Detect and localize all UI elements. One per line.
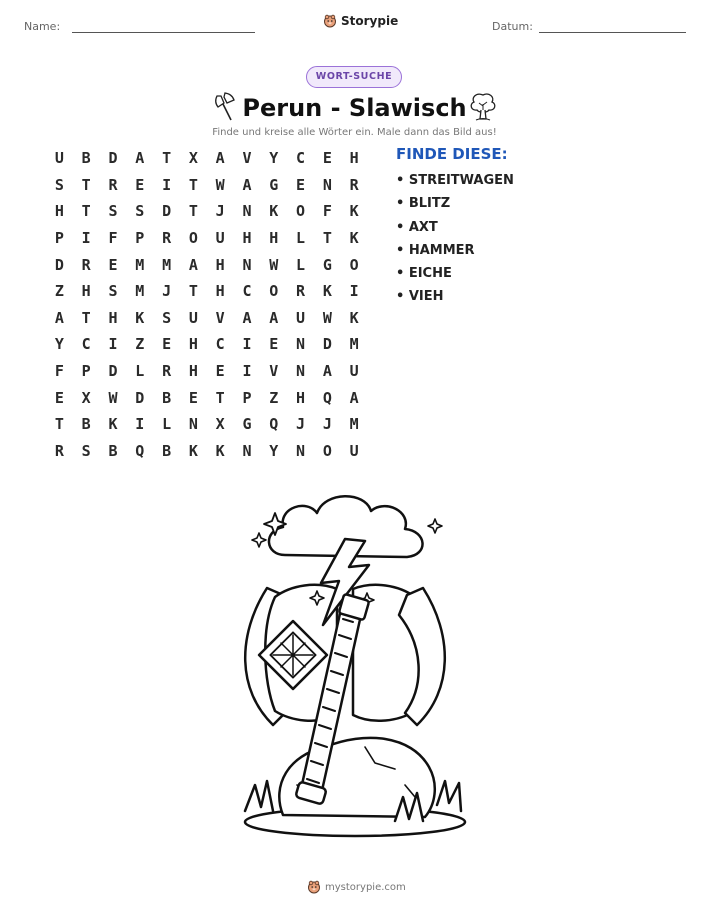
grid-letter[interactable]: P <box>81 362 91 381</box>
word-list-item: • BLITZ <box>396 196 451 212</box>
grid-letter[interactable]: T <box>188 175 198 194</box>
grid-letter[interactable]: V <box>269 362 279 381</box>
grid-letter[interactable]: A <box>215 149 225 168</box>
instructions: Finde und kreise alle Wörter ein. Male dann das Bild aus! <box>212 127 497 138</box>
grid-row <box>46 438 368 465</box>
grid-row <box>46 305 368 332</box>
grid-letter[interactable]: H <box>215 255 225 274</box>
grid-letter[interactable]: O <box>269 282 279 301</box>
grid-letter[interactable]: T <box>162 149 172 168</box>
word-search-badge: WORT-SUCHE <box>306 66 402 88</box>
grid-letter[interactable]: H <box>215 282 225 301</box>
grid-letter[interactable]: L <box>162 415 172 434</box>
grid-letter[interactable]: E <box>135 175 145 194</box>
grid-letter[interactable]: H <box>269 229 279 248</box>
grid-row <box>46 172 368 199</box>
grid-letter[interactable]: G <box>269 175 279 194</box>
grid-letter[interactable]: E <box>322 149 332 168</box>
grid-letter[interactable]: U <box>349 441 359 460</box>
grid-letter[interactable]: M <box>349 335 359 354</box>
grid-letter[interactable]: N <box>188 415 198 434</box>
grid-letter[interactable]: Q <box>269 415 279 434</box>
grid-letter[interactable]: X <box>188 149 198 168</box>
grid-letter[interactable]: A <box>188 255 198 274</box>
grid-letter[interactable]: M <box>162 255 172 274</box>
grid-letter[interactable]: T <box>322 229 332 248</box>
grid-letter[interactable]: Q <box>135 441 145 460</box>
grid-letter[interactable]: I <box>135 415 145 434</box>
grid-letter[interactable]: L <box>135 362 145 381</box>
grid-letter[interactable]: Q <box>322 388 332 407</box>
grid-letter[interactable]: K <box>322 282 332 301</box>
grid-letter[interactable]: I <box>242 362 252 381</box>
grid-letter[interactable]: N <box>296 441 306 460</box>
footer-url[interactable]: mystorypie.com <box>325 881 406 893</box>
grid-letter[interactable]: L <box>296 255 306 274</box>
grid-row <box>46 331 368 358</box>
grid-letter[interactable]: K <box>349 229 359 248</box>
grid-letter[interactable]: W <box>108 388 118 407</box>
grid-letter[interactable]: T <box>188 202 198 221</box>
grid-letter[interactable]: R <box>108 175 118 194</box>
grid-letter[interactable]: C <box>81 335 91 354</box>
grid-letter[interactable]: O <box>349 255 359 274</box>
grid-letter[interactable]: T <box>81 175 91 194</box>
grid-letter[interactable]: F <box>108 229 118 248</box>
grid-letter[interactable]: T <box>81 308 91 327</box>
grid-letter[interactable]: N <box>242 255 252 274</box>
grid-letter[interactable]: E <box>108 255 118 274</box>
grid-letter[interactable]: X <box>215 415 225 434</box>
grid-letter[interactable]: A <box>135 149 145 168</box>
grid-letter[interactable]: Z <box>269 388 279 407</box>
grid-letter[interactable]: U <box>188 308 198 327</box>
grid-letter[interactable]: W <box>215 175 225 194</box>
grid-row <box>46 198 368 225</box>
grid-letter[interactable]: F <box>322 202 332 221</box>
grid-letter[interactable]: W <box>269 255 279 274</box>
grid-letter[interactable]: N <box>296 335 306 354</box>
grid-letter[interactable]: F <box>54 362 64 381</box>
grid-letter[interactable]: D <box>54 255 64 274</box>
grid-letter[interactable]: L <box>296 229 306 248</box>
grid-letter[interactable]: H <box>242 229 252 248</box>
grid-letter[interactable]: G <box>322 255 332 274</box>
oak-tree-icon <box>468 90 498 122</box>
grid-letter[interactable]: S <box>108 282 118 301</box>
grid-letter[interactable]: C <box>296 149 306 168</box>
grid-row <box>46 145 368 172</box>
grid-letter[interactable]: E <box>296 175 306 194</box>
grid-letter[interactable]: B <box>81 149 91 168</box>
grid-letter[interactable]: B <box>162 388 172 407</box>
word-list-item: • EICHE <box>396 266 452 282</box>
grid-letter[interactable]: E <box>269 335 279 354</box>
grid-letter[interactable]: T <box>215 388 225 407</box>
grid-row <box>46 278 368 305</box>
grid-letter[interactable]: I <box>81 229 91 248</box>
brand-name: Storypie <box>341 14 399 28</box>
grid-letter[interactable]: K <box>108 415 118 434</box>
grid-letter[interactable]: N <box>322 175 332 194</box>
grid-letter[interactable]: S <box>135 202 145 221</box>
grid-row <box>46 358 368 385</box>
grid-letter[interactable]: M <box>135 255 145 274</box>
grid-letter[interactable]: K <box>215 441 225 460</box>
grid-letter[interactable]: R <box>296 282 306 301</box>
grid-letter[interactable]: H <box>188 335 198 354</box>
grid-letter[interactable]: I <box>162 175 172 194</box>
brand-logo <box>323 14 398 28</box>
grid-letter[interactable]: H <box>296 388 306 407</box>
grid-letter[interactable]: J <box>162 282 172 301</box>
grid-letter[interactable]: I <box>242 335 252 354</box>
date-label: Datum: <box>492 20 533 33</box>
thunder-axe-coloring-picture[interactable] <box>225 485 485 845</box>
grid-letter[interactable]: M <box>349 415 359 434</box>
grid-letter[interactable]: T <box>81 202 91 221</box>
name-line[interactable] <box>72 32 255 33</box>
grid-letter[interactable]: D <box>108 362 118 381</box>
grid-row <box>46 411 368 438</box>
grid-letter[interactable]: H <box>349 149 359 168</box>
word-list-item: • HAMMER <box>396 242 475 258</box>
find-list-title: FINDE DIESE: <box>396 145 508 163</box>
grid-letter[interactable]: E <box>54 388 64 407</box>
grid-letter[interactable]: B <box>108 441 118 460</box>
grid-letter[interactable]: O <box>296 202 306 221</box>
grid-letter[interactable]: N <box>242 441 252 460</box>
grid-letter[interactable]: V <box>242 149 252 168</box>
grid-letter[interactable]: P <box>135 229 145 248</box>
grid-letter[interactable]: P <box>54 229 64 248</box>
word-search-grid[interactable] <box>46 145 368 464</box>
grid-letter[interactable]: C <box>242 282 252 301</box>
grid-letter[interactable]: W <box>322 308 332 327</box>
grid-letter[interactable]: J <box>296 415 306 434</box>
grid-letter[interactable]: R <box>162 362 172 381</box>
grid-letter[interactable]: R <box>81 255 91 274</box>
grid-letter[interactable]: A <box>54 308 64 327</box>
storypie-mascot-icon <box>323 14 337 28</box>
grid-letter[interactable]: A <box>322 362 332 381</box>
grid-letter[interactable]: U <box>215 229 225 248</box>
grid-letter[interactable]: Z <box>54 282 64 301</box>
word-list-item: • AXT <box>396 219 438 235</box>
word-list <box>396 171 514 311</box>
grid-letter[interactable]: V <box>215 308 225 327</box>
grid-letter[interactable]: D <box>108 149 118 168</box>
grid-letter[interactable]: R <box>349 175 359 194</box>
word-list-item: • VIEH <box>396 289 444 305</box>
grid-row <box>46 384 368 411</box>
grid-letter[interactable]: O <box>322 441 332 460</box>
grid-letter[interactable]: S <box>54 175 64 194</box>
grid-letter[interactable]: Y <box>269 441 279 460</box>
grid-letter[interactable]: I <box>349 282 359 301</box>
grid-letter[interactable]: H <box>81 282 91 301</box>
grid-letter[interactable]: C <box>215 335 225 354</box>
grid-row <box>46 251 368 278</box>
grid-letter[interactable]: N <box>296 362 306 381</box>
grid-letter[interactable]: T <box>54 415 64 434</box>
grid-letter[interactable]: J <box>215 202 225 221</box>
page-title: Perun - Slawisch <box>242 94 467 122</box>
grid-letter[interactable]: H <box>54 202 64 221</box>
grid-letter[interactable]: B <box>162 441 172 460</box>
word-list-item: • STREITWAGEN <box>396 173 514 188</box>
grid-letter[interactable]: S <box>162 308 172 327</box>
grid-letter[interactable]: B <box>81 415 91 434</box>
grid-letter[interactable]: U <box>54 149 64 168</box>
grid-letter[interactable]: E <box>215 362 225 381</box>
grid-letter[interactable]: M <box>135 282 145 301</box>
grid-letter[interactable]: D <box>322 335 332 354</box>
grid-letter[interactable]: U <box>296 308 306 327</box>
grid-letter[interactable]: D <box>162 202 172 221</box>
grid-letter[interactable]: O <box>188 229 198 248</box>
grid-letter[interactable]: R <box>54 441 64 460</box>
grid-letter[interactable]: A <box>242 175 252 194</box>
grid-letter[interactable]: A <box>242 308 252 327</box>
grid-letter[interactable]: K <box>135 308 145 327</box>
grid-letter[interactable]: P <box>242 388 252 407</box>
grid-letter[interactable]: S <box>108 202 118 221</box>
grid-letter[interactable]: N <box>242 202 252 221</box>
grid-letter[interactable]: K <box>188 441 198 460</box>
grid-letter[interactable]: Y <box>54 335 64 354</box>
grid-letter[interactable]: H <box>108 308 118 327</box>
grid-letter[interactable]: Z <box>135 335 145 354</box>
grid-letter[interactable]: H <box>188 362 198 381</box>
grid-letter[interactable]: K <box>349 308 359 327</box>
grid-letter[interactable]: K <box>349 202 359 221</box>
footer <box>307 880 406 894</box>
name-label: Name: <box>24 20 61 33</box>
grid-letter[interactable]: D <box>135 388 145 407</box>
grid-letter[interactable]: I <box>108 335 118 354</box>
grid-letter[interactable]: K <box>269 202 279 221</box>
grid-letter[interactable]: S <box>81 441 91 460</box>
grid-letter[interactable]: Y <box>269 149 279 168</box>
grid-row <box>46 225 368 252</box>
grid-letter[interactable]: T <box>188 282 198 301</box>
grid-letter[interactable]: X <box>81 388 91 407</box>
storypie-mascot-icon <box>307 880 321 894</box>
grid-letter[interactable]: G <box>242 415 252 434</box>
grid-letter[interactable]: U <box>349 362 359 381</box>
grid-letter[interactable]: R <box>162 229 172 248</box>
grid-letter[interactable]: E <box>188 388 198 407</box>
grid-letter[interactable]: E <box>162 335 172 354</box>
grid-letter[interactable]: A <box>269 308 279 327</box>
grid-letter[interactable]: A <box>349 388 359 407</box>
date-line[interactable] <box>539 32 686 33</box>
title-row <box>0 90 709 126</box>
grid-letter[interactable]: J <box>322 415 332 434</box>
